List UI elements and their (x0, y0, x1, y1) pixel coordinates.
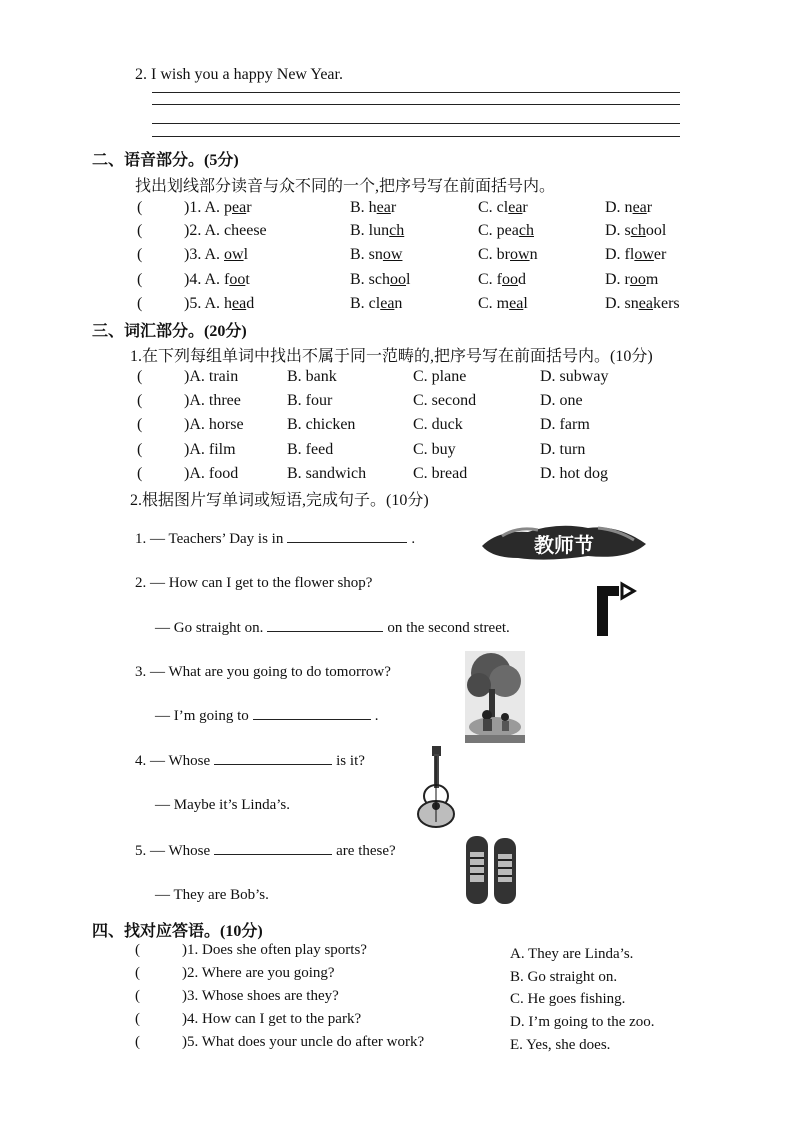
match-question: )4. How can I get to the park? (182, 1011, 362, 1027)
word-part: l (523, 295, 528, 312)
vocab-option-a: )A. three (184, 392, 241, 409)
underlined-letters: ch (518, 222, 534, 239)
answer-blank[interactable] (287, 541, 407, 543)
underlined-letters: ea (508, 199, 523, 216)
vocab-option-c: C. plane (413, 368, 467, 385)
answer-paren[interactable]: ( (137, 271, 143, 288)
question-punct: . (411, 531, 416, 547)
writing-line (152, 104, 680, 105)
phonics-option-c (478, 271, 526, 289)
underlined-letters: ea (376, 199, 391, 216)
guitar-image (414, 744, 458, 828)
word-part: kers (652, 295, 680, 312)
question-text: is it? (336, 753, 365, 769)
sneakers-image (462, 832, 522, 910)
question-text: 5. — Whose (135, 843, 211, 859)
word-part: n (529, 246, 538, 263)
phonics-option-c (478, 222, 534, 240)
phonics-option-d (605, 295, 680, 313)
teachers-day-caption: 教师节 (534, 533, 594, 557)
vocab-option-c: C. duck (413, 416, 463, 433)
question-text: on the second street. (387, 620, 510, 636)
picture-question-3b (155, 708, 379, 725)
word-part: D. sn (605, 295, 639, 312)
match-answer: A. They are Linda’s. (510, 946, 634, 962)
phonics-instruction: 找出划线部分读音与众不同的一个,把序号写在前面括号内。 (135, 178, 556, 195)
answer-blank[interactable] (214, 763, 332, 765)
word-part: D. n (605, 199, 633, 216)
phonics-option-d (605, 246, 666, 264)
answer-paren[interactable]: ( (137, 441, 143, 458)
underlined-letters: ea (638, 295, 653, 312)
match-answer: C. He goes fishing. (510, 991, 626, 1007)
vocab-option-b: B. sandwich (287, 465, 367, 482)
word-part: C. br (478, 246, 510, 263)
word-part: C. m (478, 295, 510, 312)
word-part: B. lun (350, 222, 390, 239)
vocab-option-c: C. buy (413, 441, 456, 458)
word-part: eese (239, 222, 267, 239)
underlined-letters: ea (509, 295, 524, 312)
picture-question-3a: 3. — What are you going to do tomorrow? (135, 664, 391, 680)
underlined-letters: ow (510, 246, 530, 263)
word-part: l (406, 271, 411, 288)
answer-paren[interactable]: ( (135, 988, 140, 1004)
word-part: B. sn (350, 246, 383, 263)
picture-question-1 (135, 531, 415, 548)
word-part: C. f (478, 271, 502, 288)
underlined-letters: ea (232, 199, 247, 216)
word-part: D. s (605, 222, 631, 239)
match-question: )2. Where are you going? (182, 965, 335, 981)
phonics-option-b (350, 295, 402, 313)
underlined-letters: ch (630, 222, 646, 239)
vocab-option-d: D. hot dog (540, 465, 608, 482)
vocab-option-c: C. bread (413, 465, 468, 482)
underlined-letters: ch (389, 222, 405, 239)
section-title-phonics: 二、语音部分。(5分) (92, 152, 239, 169)
word-part: C. cl (478, 199, 509, 216)
vocab-option-b: B. four (287, 392, 333, 409)
word-part: n (394, 295, 403, 312)
word-part: B. sch (350, 271, 390, 288)
picture-question-5b: — They are Bob’s. (155, 887, 269, 903)
word-part: t (245, 271, 250, 288)
answer-paren[interactable]: ( (135, 1034, 140, 1050)
answer-paren[interactable]: ( (137, 368, 143, 385)
option-number: )1. A. (184, 199, 224, 216)
sentence-item-2: 2. I wish you a happy New Year. (135, 66, 343, 83)
word-part: ch (224, 222, 240, 239)
answer-paren[interactable]: ( (135, 965, 140, 981)
answer-paren[interactable]: ( (137, 222, 143, 239)
vocab-option-a: )A. food (184, 465, 239, 482)
vocab-part2-instruction: 2.根据图片写单词或短语,完成句子。(10分) (130, 492, 429, 509)
answer-paren[interactable]: ( (137, 416, 143, 433)
phonics-option-d (605, 271, 658, 289)
answer-paren[interactable]: ( (137, 295, 143, 312)
section-title-matching: 四、找对应答语。(10分) (92, 923, 263, 940)
question-text: 4. — Whose (135, 753, 211, 769)
word-part: p (224, 199, 232, 216)
match-answer: D. I’m going to the zoo. (510, 1014, 655, 1030)
answer-paren[interactable]: ( (135, 942, 140, 958)
phonics-option-a (184, 295, 254, 313)
answer-blank[interactable] (253, 718, 371, 720)
question-text: — Go straight on. (155, 620, 264, 636)
match-answer: B. Go straight on. (510, 969, 618, 985)
vocab-part1-instruction: 1.在下列每组单词中找出不属于同一范畴的,把序号写在前面括号内。(10分) (130, 348, 653, 365)
phonics-option-a (184, 271, 250, 289)
answer-paren[interactable]: ( (137, 246, 143, 263)
vocab-option-d: D. farm (540, 416, 590, 433)
word-part: D. r (605, 271, 630, 288)
vocab-option-d: D. one (540, 392, 583, 409)
word-part: r (390, 199, 397, 216)
underlined-letters: oo (390, 271, 406, 288)
underlined-letters: oo (502, 271, 518, 288)
underlined-letters: ow (224, 246, 244, 263)
underlined-letters: ea (632, 199, 647, 216)
word-part: r (522, 199, 528, 216)
word-part: D. fl (605, 246, 635, 263)
phonics-option-a (184, 222, 267, 240)
word-part: m (645, 271, 659, 288)
phonics-option-c (478, 199, 528, 217)
question-text: are these? (336, 843, 396, 859)
underlined-letters: ea (232, 295, 247, 312)
word-part: d (518, 271, 526, 288)
phonics-option-b (350, 199, 396, 217)
phonics-option-c (478, 295, 528, 313)
word-part: l (243, 246, 249, 263)
option-number: )5. A. (184, 295, 224, 312)
vocab-option-a: )A. film (184, 441, 236, 458)
word-part: f (224, 271, 230, 288)
vocab-option-d: D. turn (540, 441, 586, 458)
word-part: r (246, 199, 252, 216)
phonics-option-b (350, 222, 404, 240)
section-title-vocab: 三、词汇部分。(20分) (92, 323, 247, 340)
question-text: 1. — Teachers’ Day is in (135, 531, 284, 547)
word-part: d (246, 295, 255, 312)
answer-paren[interactable]: ( (137, 199, 143, 216)
answer-paren[interactable]: ( (137, 465, 143, 482)
word-part: ool (645, 222, 667, 239)
word-part: er (653, 246, 667, 263)
word-part: B. h (350, 199, 377, 216)
phonics-option-b (350, 271, 410, 289)
option-number: )4. A. (184, 271, 224, 288)
question-text: — I’m going to (155, 708, 249, 724)
phonics-option-a (184, 199, 252, 217)
picture-question-2a: 2. — How can I get to the flower shop? (135, 575, 373, 591)
vocab-option-b: B. chicken (287, 416, 356, 433)
underlined-letters: ea (380, 295, 395, 312)
turn-right-arrow-icon (594, 578, 650, 638)
match-question: )5. What does your uncle do after work? (182, 1034, 425, 1050)
vocab-option-a: )A. horse (184, 416, 244, 433)
word-part: B. cl (350, 295, 381, 312)
underlined-letters: ow (634, 246, 654, 263)
phonics-option-c (478, 246, 538, 264)
underlined-letters: ow (382, 246, 403, 263)
vocab-option-b: B. bank (287, 368, 337, 385)
vocab-option-a: )A. train (184, 368, 239, 385)
picture-question-4b: — Maybe it’s Linda’s. (155, 797, 290, 813)
answer-paren[interactable]: ( (135, 1011, 140, 1027)
vocab-option-b: B. feed (287, 441, 334, 458)
match-question: )1. Does she often play sports? (182, 942, 367, 958)
writing-line (152, 92, 680, 93)
match-question: )3. Whose shoes are they? (182, 988, 339, 1004)
writing-line (152, 123, 680, 124)
underlined-letters: oo (229, 271, 246, 288)
teachers-day-image (478, 516, 650, 564)
answer-blank[interactable] (267, 630, 383, 632)
phonics-option-a (184, 246, 248, 264)
option-number: )3. A. (184, 246, 224, 263)
picture-question-4a (135, 753, 365, 770)
match-answer: E. Yes, she does. (510, 1037, 611, 1053)
phonics-option-b (350, 246, 402, 264)
phonics-option-d (605, 222, 666, 240)
phonics-option-d (605, 199, 652, 217)
question-punct: . (374, 708, 379, 724)
writing-line (152, 136, 680, 137)
vocab-option-d: D. subway (540, 368, 609, 385)
option-number: )2. A. (184, 222, 224, 239)
word-part: C. pea (478, 222, 519, 239)
answer-paren[interactable]: ( (137, 392, 143, 409)
word-part: r (646, 199, 653, 216)
picture-question-5a (135, 843, 396, 860)
answer-blank[interactable] (214, 853, 332, 855)
vocab-option-c: C. second (413, 392, 477, 409)
picnic-tree-image (465, 651, 525, 743)
word-part: h (224, 295, 232, 312)
picture-question-2b (155, 620, 510, 637)
underlined-letters: oo (629, 271, 646, 288)
